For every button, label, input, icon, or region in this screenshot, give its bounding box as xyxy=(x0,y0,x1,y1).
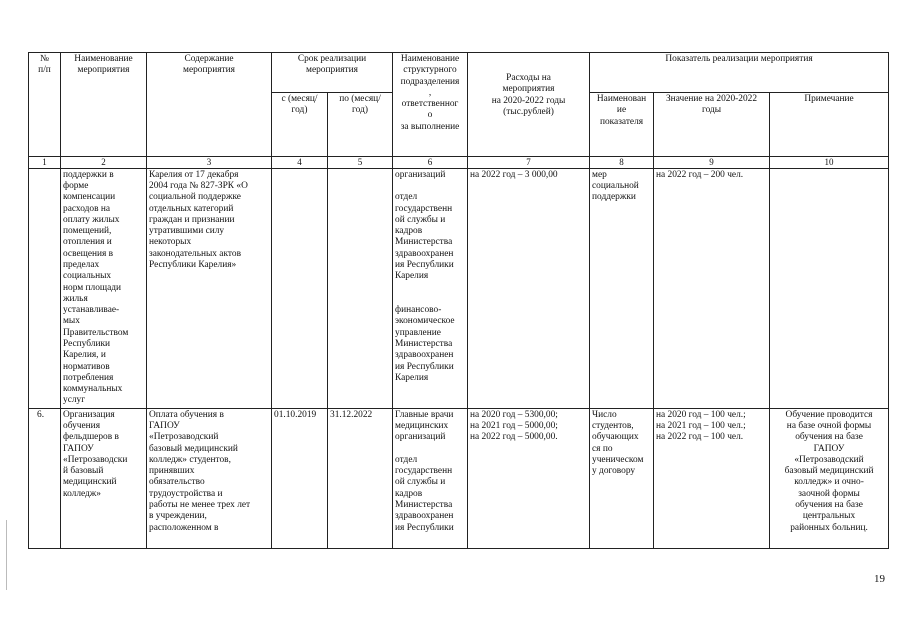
indicator-name: мер социальной поддержки xyxy=(590,168,654,408)
expense: на 2022 год – 3 000,00 xyxy=(468,168,590,408)
indicator-value: на 2022 год – 200 чел. xyxy=(654,168,770,408)
column-number: 1 xyxy=(29,157,61,169)
header-from: с (месяц/ год) xyxy=(272,93,328,157)
header-indicator: Показатель реализации мероприятия xyxy=(590,53,889,93)
column-number: 3 xyxy=(147,157,272,169)
header-to: по (месяц/ год) xyxy=(328,93,393,157)
column-number: 4 xyxy=(272,157,328,169)
column-number: 10 xyxy=(770,157,889,169)
scan-artifact-line xyxy=(6,520,7,590)
column-number: 2 xyxy=(61,157,147,169)
term-from: 01.10.2019 xyxy=(272,408,328,548)
note: Обучение проводится на базе очной формы обучения на базе ГАПОУ «Петрозаводский базовый медицинский колледж» и очно- заочной формы обучения на базе центральных районных больниц. xyxy=(770,408,889,548)
header-indicator-value: Значение на 2020-2022 годы xyxy=(654,93,770,157)
column-number: 5 xyxy=(328,157,393,169)
term-from xyxy=(272,168,328,408)
indicator-name: Число студентов, обучающих ся по ученическом у договору xyxy=(590,408,654,548)
header-content: Содержание мероприятия xyxy=(147,53,272,157)
header-indicator-name: Наименован ие показателя xyxy=(590,93,654,157)
measure-name: Организация обучения фельдшеров в ГАПОУ «Петрозаводски й базовый медицинский колледж» xyxy=(61,408,147,548)
row-number: 6. xyxy=(29,408,61,548)
header-expense: Расходы на мероприятия на 2020-2022 годы (тыс.рублей) xyxy=(468,53,590,157)
header-no: № п/п xyxy=(29,53,61,157)
header-term: Срок реализации мероприятия xyxy=(272,53,393,93)
row-number xyxy=(29,168,61,408)
column-number: 8 xyxy=(590,157,654,169)
column-number-row xyxy=(29,157,889,169)
header-name: Наименование мероприятия xyxy=(61,53,147,157)
page-number: 19 xyxy=(874,573,885,585)
column-number: 6 xyxy=(393,157,468,169)
column-number: 7 xyxy=(468,157,590,169)
note xyxy=(770,168,889,408)
table-row xyxy=(29,168,889,408)
measure-name: поддержки в форме компенсации расходов на оплату жилых помещений, отопления и освещения в пределах социальных норм площади жилья устанавливае- мых Правительством Республики Карелия, и нормативов потребления коммунальных услуг xyxy=(61,168,147,408)
program-table xyxy=(28,52,889,549)
header-note: Примечание xyxy=(770,93,889,157)
expense: на 2020 год – 5300,00; на 2021 год – 5000,00; на 2022 год – 5000,00. xyxy=(468,408,590,548)
term-to xyxy=(328,168,393,408)
measure-content: Карелия от 17 декабря 2004 года № 827-ЗРК «О социальной поддержке отдельных категорий граждан и признании утратившими силу некоторых законодательных актов Республики Карелия» xyxy=(147,168,272,408)
column-number: 9 xyxy=(654,157,770,169)
measure-content: Оплата обучения в ГАПОУ «Петрозаводский базовый медицинский колледж» студентов, принявших обязательство трудоустройства и работы не менее трех лет в учреждении, расположенном в xyxy=(147,408,272,548)
header-dept: Наименование структурного подразделения , ответственног о за выполнение xyxy=(393,53,468,157)
responsible-dept: организаций отдел государственн ой службы и кадров Министерства здравоохранен ия Республики Карелия финансово- экономическое управление Министерства здравоохранен ия Республики Карелия xyxy=(393,168,468,408)
indicator-value: на 2020 год – 100 чел.; на 2021 год – 100 чел.; на 2022 год – 100 чел. xyxy=(654,408,770,548)
table-row xyxy=(29,408,889,548)
responsible-dept: Главные врачи медицинских организаций отдел государственн ой службы и кадров Министерства здравоохранен ия Республики xyxy=(393,408,468,548)
term-to: 31.12.2022 xyxy=(328,408,393,548)
